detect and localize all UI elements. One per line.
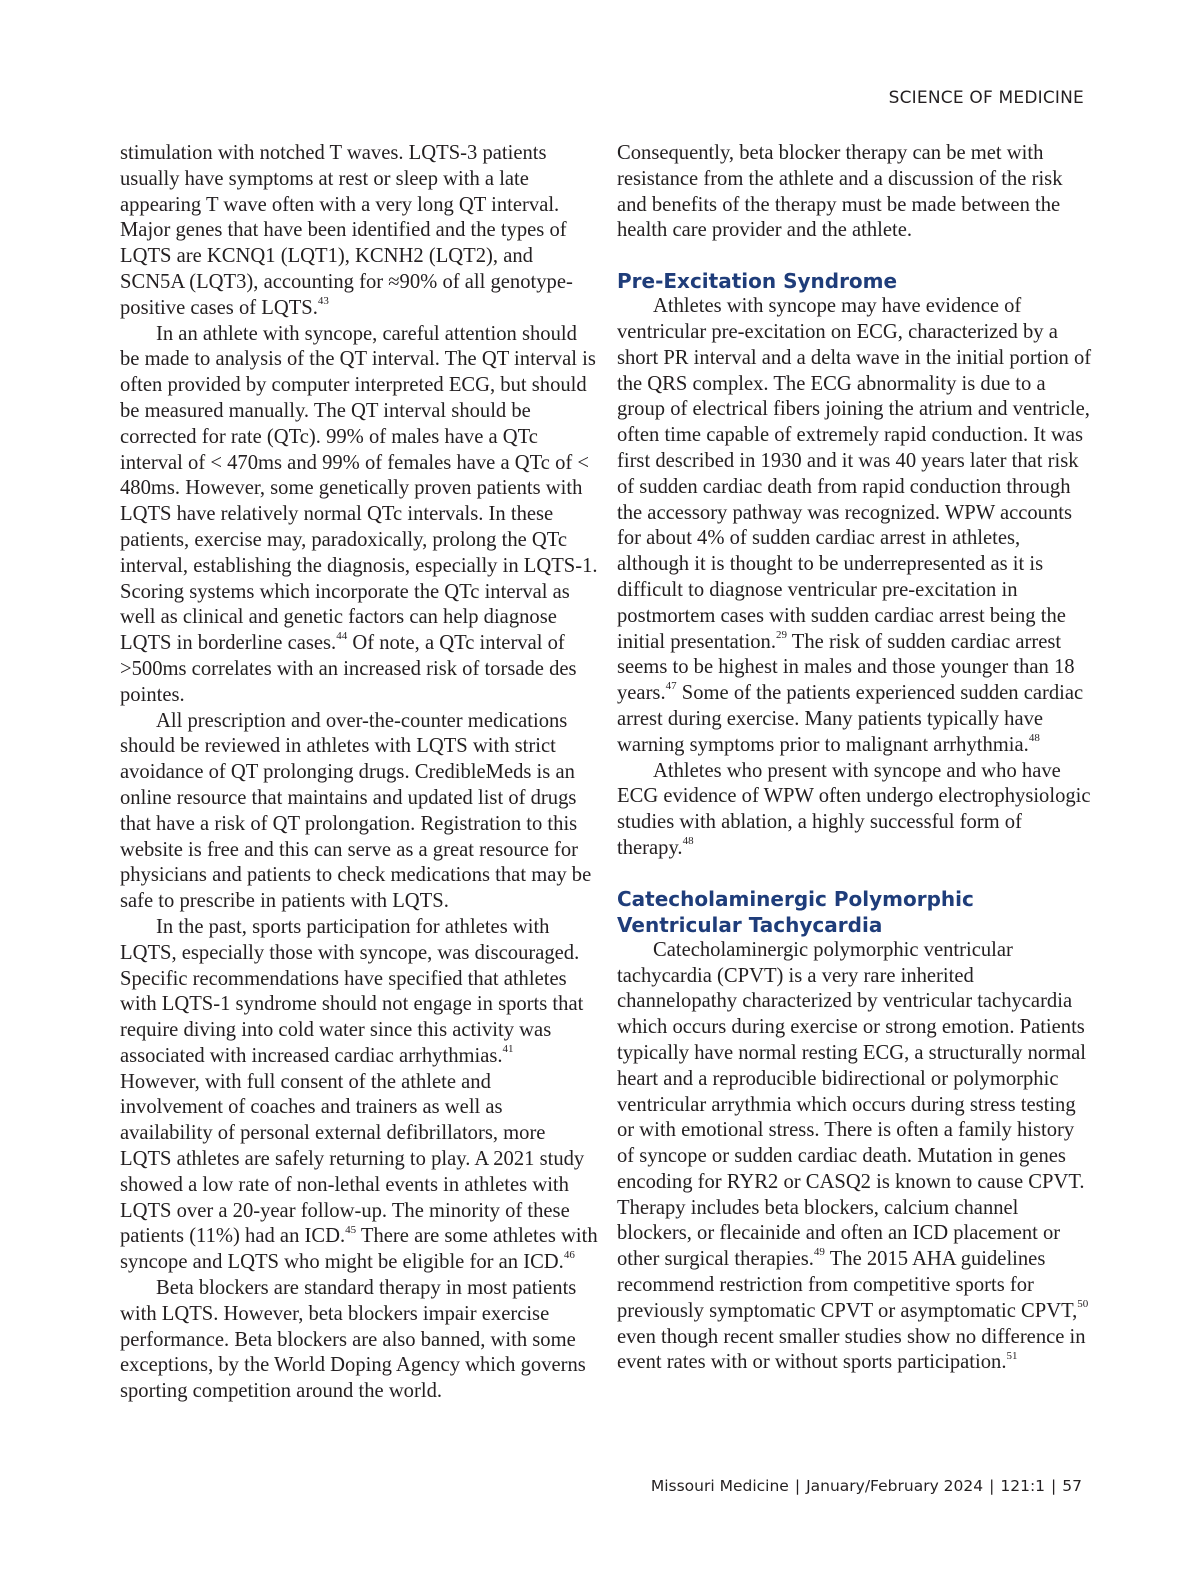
right-column [617,141,1093,1376]
citation-ref: 49 [813,1246,825,1259]
citation-ref: 50 [1077,1298,1089,1311]
section-header: SCIENCE OF MEDICINE [888,88,1084,108]
paragraph: Catecholaminergic polymorphic ventricular tachycardia (CPVT) is a very rare inherited channelopathy characterized by ventricular tachycardia which occurs during exercise or strong emotion. Patients typically have normal resting ECG, a structurally normal heart and a reproducible bidirectional or polymorphic ventricular arrythmia which occurs during stress testing or with emotional stress. There is often a family history of syncope or sudden cardiac death. Mutation in genes encoding for RYR2 or CASQ2 is known to cause CPVT. Therapy includes beta blockers, calcium channel blockers, or flecainide and often an ICD placement or other surgical therapies.$^{49}$ The 2015 AHA guidelines recommend restriction from competitive sports for previously symptomatic CPVT or asymptomatic CPVT,$^{50}$ even though recent smaller studies show no difference in event rates with or without sports participation.$^{51}$ [617,938,1089,1374]
volume-issue: 121:1 [1000,1477,1046,1495]
citation-ref: 47 [665,680,677,693]
paragraph: All prescription and over-the-counter medications should be reviewed in athletes with LQTS with strict avoidance of QT prolonging drugs. CredibleMeds is an online resource that maintains and updated list of drugs that have a risk of QT prolongation. Registration to this website is free and this can serve as a great resource for physicians and patients to check medications that may be safe to prescribe in patients with LQTS. [120,709,592,913]
citation-ref: 44 [336,630,348,643]
citation-ref: 51 [1006,1349,1018,1362]
citation-ref: 43 [317,294,329,307]
paragraph: Athletes with syncope may have evidence of ventricular pre-excitation on ECG, characterized by a short PR interval and a delta wave in the initial portion of the QRS complex. The ECG abnormality is due to a group of electrical fibers joining the atrium and ventricle, often time capable of extremely rapid conduction. It was first described in 1930 and it was 40 years later that risk of sudden cardiac death from rapid conduction through the accessory pathway was recognized. WPW accounts for about 4% of sudden cardiac arrest in athletes, although it is thought to be underrepresented as it is difficult to diagnose ventricular pre-excitation in postmortem cases with sudden cardiac arrest being the initial presentation.$^{29}$ The risk of sudden cardiac arrest seems to be highest in males and those younger than 18 years.$^{47}$ Some of the patients experienced sudden cardiac arrest during exercise. Many patients typically have warning symptoms prior to malignant arrhythmia.$^{48}$ Athletes who present with syncope and who have ECG evidence of WPW often undergo electrophysiologic studies with ablation, a highly successful form of therapy.$^{48}$ [617,295,1092,859]
journal-name: Missouri Medicine [650,1477,789,1495]
citation-ref: 41 [502,1043,514,1056]
page-number: 57 [1062,1477,1082,1495]
paragraph: stimulation with notched T waves. LQTS-3 patients usually have symptoms at rest or sleep with a late appearing T wave often with a very long QT interval. Major genes that have been identified and the types of LQTS are KCNQ1 (LQT1), KCNH2 (LQT2), and SCN5A (LQT3), accounting for ≈90% of all genotype-positive cases of LQTS.$^{43}$ [120,142,573,319]
issue-date: January/February 2024 [806,1477,984,1495]
citation-ref: 29 [776,628,787,641]
left-column [120,141,598,1405]
citation-ref: 46 [563,1249,575,1262]
section-heading-pre-excitation: Pre-Excitation Syndrome [617,269,898,294]
paragraph: Beta blockers are standard therapy in most patients with LQTS. However, beta blockers impair exercise performance. Beta blockers are also banned, with some exceptions, by the World Doping Agency which governs sporting competition around the world. [120,1277,586,1403]
paragraph: In an athlete with syncope, careful attention should be made to analysis of the QT interval. The QT interval is often provided by computer interpreted ECG, but should be measured manually. The QT interval should be corrected for rate (QTc). 99% of males have a QTc interval of < 470ms and 99% of females have a QTc of < 480ms. However, some genetically proven patients with LQTS have relatively normal QTc intervals. In these patients, exercise may, paradoxically, prolong the QTc interval, establishing the diagnosis, especially in LQTS-1. Scoring systems which incorporate the QTc interval as well as clinical and genetic factors can help diagnose LQTS in borderline cases.$^{44}$ Of note, a QTc interval of >500ms correlates with an increased risk of torsade des pointes. [120,322,598,706]
citation-ref: 48 [1028,731,1040,744]
paragraph: Consequently, beta blocker therapy can be met with resistance from the athlete and a discussion of the risk and benefits of the therapy must be made between the health care provider and the athlete. [617,142,1063,242]
citation-ref: 48 [682,835,694,848]
page-footer: Missouri Medicine | January/February 2024 | 121:1 | 57 [650,1477,1082,1495]
section-heading-cpvt: Catecholaminergic Polymorphic Ventricular Tachycardia [617,886,974,937]
paragraph: In the past, sports participation for athletes with LQTS, especially those with syncope, was discouraged. Specific recommendations have specified that athletes with LQTS-1 syndrome should not engage in sports that require diving into cold water since this activity was associated with increased cardiac arrhythmias.$^{41}$ However, with full consent of the athlete and involvement of coaches and trainers as well as availability of personal external defibrillators, more LQTS athletes are safely returning to play. A 2021 study showed a low rate of non-lethal events in athletes with LQTS over a 20-year follow-up. The minority of these patients (11%) had an ICD.$^{45}$ There are some athletes with syncope and LQTS who might be eligible for an ICD.$^{46}$ [120,915,598,1274]
citation-ref: 45 [345,1223,357,1236]
